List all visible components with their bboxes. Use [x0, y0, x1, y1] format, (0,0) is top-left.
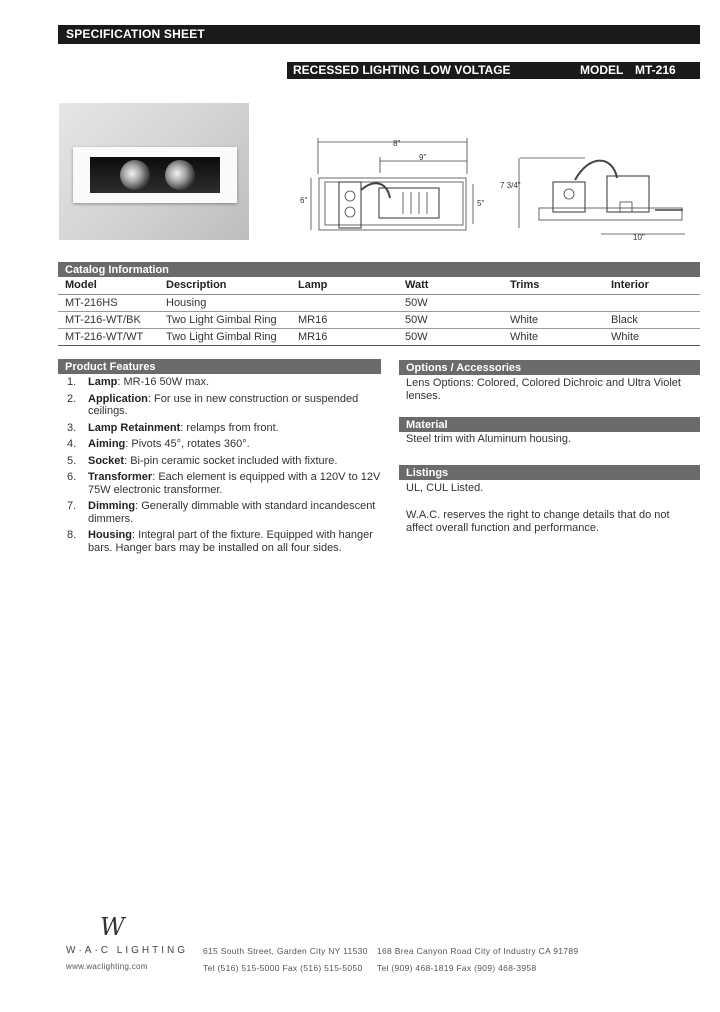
cell-description: Two Light Gimbal Ring: [159, 328, 291, 345]
feature-text: MR-16 50W max.: [123, 376, 210, 388]
lamp-right: [165, 160, 195, 190]
feature-number: 1.: [67, 376, 77, 388]
feature-item: 1. Lamp: MR-16 50W max.: [67, 376, 210, 388]
feature-item: 5. Socket: Bi-pin ceramic socket included with fixture.: [67, 454, 338, 467]
feature-number: 6.: [67, 471, 77, 483]
model-label: MODEL: [580, 63, 624, 77]
side-junction-box: [553, 182, 585, 212]
col-header: Description: [159, 278, 291, 294]
cell-trims: White: [503, 328, 604, 345]
feature-item: 8. Housing: Integral part of the fixture. Equipped with hanger bars. Hanger bars may be installed on all four sides.: [67, 529, 373, 554]
options-text: Lens Options: Colored, Colored Dichroic and Ultra Violet lenses.: [406, 377, 681, 402]
cell-trims: White: [503, 311, 604, 328]
feature-item: 3. Lamp Retainment: relamps from front.: [67, 421, 279, 434]
fixture-trim: [73, 147, 237, 203]
cell-lamp: MR16: [291, 328, 398, 345]
col-header: Model: [58, 278, 159, 294]
lamp-left: [120, 160, 150, 190]
cell-model: MT-216-WT/BK: [58, 311, 159, 328]
cell-watt: 50W: [398, 328, 503, 345]
feature-text: Generally dimmable with standard incandescent dimmers.: [88, 500, 376, 525]
dim-label-5: 5": [477, 199, 485, 208]
side-knockout: [564, 189, 574, 199]
address-east: 615 South Street, Garden City NY 11530: [203, 946, 368, 956]
feature-item: 4. Aiming: Pivots 45°, rotates 360°.: [67, 438, 250, 450]
catalog-table: [58, 278, 700, 346]
feature-number: 7.: [67, 500, 77, 512]
dim-label-8: 8": [393, 139, 401, 148]
feature-item: 7. Dimming: Generally dimmable with standard incandescent dimmers.: [67, 500, 376, 525]
dimension-diagrams: [295, 128, 700, 246]
feature-label: Housing: [88, 529, 132, 541]
feature-text: For use in new construction or suspended ceilings.: [88, 392, 359, 417]
dim-label-7-3-4: 7 3/4": [500, 181, 521, 190]
feature-label: Lamp Retainment: [88, 421, 181, 434]
col-header: Watt: [398, 278, 503, 294]
material-section-title: Material: [399, 417, 700, 432]
cell-lamp: [291, 294, 398, 311]
side-socket: [620, 202, 632, 212]
fixture-cavity: [90, 157, 220, 193]
catalog-section-title: Catalog Information: [58, 262, 700, 277]
cell-trims: [503, 294, 604, 311]
feature-number: 5.: [67, 454, 77, 467]
features-section-title: Product Features: [58, 359, 381, 374]
col-header: Lamp: [291, 278, 398, 294]
cell-interior: White: [604, 328, 700, 345]
feature-text: Integral part of the fixture. Equipped with hanger bars. Hanger bars may be installed on all four sides.: [88, 529, 373, 554]
junction-box: [339, 182, 361, 228]
cell-lamp: MR16: [291, 311, 398, 328]
material-text: Steel trim with Aluminum housing.: [406, 433, 572, 445]
feature-text: Bi-pin ceramic socket included with fixture.: [130, 454, 338, 467]
feature-item: 6. Transformer: Each element is equipped with a 120V to 12V 75W electronic transformer.: [67, 471, 381, 496]
feature-number: 4.: [67, 438, 77, 450]
wac-logo-mark: W: [100, 913, 125, 941]
cell-interior: Black: [604, 311, 700, 328]
phone-east: Tel (516) 515-5000 Fax (516) 515-5050: [203, 963, 363, 973]
table-row: [58, 311, 700, 328]
spec-sheet-title: SPECIFICATION SHEET: [58, 25, 700, 44]
product-name: RECESSED LIGHTING LOW VOLTAGE: [293, 63, 511, 77]
listings-text: UL, CUL Listed.: [406, 482, 484, 494]
options-section-title: Options / Accessories: [399, 360, 700, 375]
table-row: [58, 294, 700, 311]
dim-label-9: 9": [419, 153, 427, 162]
side-conduit: [575, 161, 617, 180]
col-header: Trims: [503, 278, 604, 294]
product-photo: [59, 103, 249, 240]
col-header: Interior: [604, 278, 700, 294]
features-list: [58, 376, 381, 558]
table-header-row: [58, 278, 700, 294]
feature-item: 2. Application: For use in new construction or suspended ceilings.: [67, 392, 359, 417]
cell-model: MT-216-WT/WT: [58, 328, 159, 345]
knockout-1: [345, 191, 355, 201]
feature-text: Each element is equipped with a 120V to 12V 75W electronic transformer.: [88, 471, 381, 496]
brand-name: W·A·C LIGHTING: [66, 945, 188, 956]
cell-description: Housing: [159, 294, 291, 311]
cell-interior: [604, 294, 700, 311]
feature-label: Transformer: [88, 471, 153, 483]
feature-text: Pivots 45°, rotates 360°.: [131, 438, 250, 450]
cell-watt: 50W: [398, 311, 503, 328]
product-title-bar: [287, 62, 700, 79]
dim-label-10: 10": [633, 233, 645, 242]
cell-watt: 50W: [398, 294, 503, 311]
feature-number: 8.: [67, 529, 77, 541]
feature-label: Dimming: [88, 500, 136, 512]
cell-description: Two Light Gimbal Ring: [159, 311, 291, 328]
housing-top-outline: [319, 178, 466, 230]
table-row: [58, 328, 700, 345]
dim-label-6: 6": [300, 196, 308, 205]
side-housing: [607, 176, 649, 212]
feature-number: 2.: [67, 392, 77, 405]
phone-west: Tel (909) 468-1819 Fax (909) 468-3958: [377, 963, 537, 973]
address-west: 168 Brea Canyon Road City of Industry CA 91789: [377, 946, 579, 956]
feature-label: Lamp: [88, 376, 118, 388]
website-link[interactable]: www.waclighting.com: [66, 962, 148, 971]
feature-label: Application: [88, 392, 148, 405]
feature-number: 3.: [67, 421, 77, 434]
conduit: [361, 183, 390, 198]
feature-label: Socket: [88, 454, 125, 467]
model-number: MT-216: [635, 63, 676, 77]
feature-label: Aiming: [88, 438, 126, 450]
cell-model: MT-216HS: [58, 294, 159, 311]
feature-text: relamps from front.: [186, 421, 279, 434]
disclaimer-text: W.A.C. reserves the right to change details that do not affect overall function and performance.: [406, 509, 670, 534]
listings-section-title: Listings: [399, 465, 700, 480]
knockout-2: [345, 207, 355, 217]
